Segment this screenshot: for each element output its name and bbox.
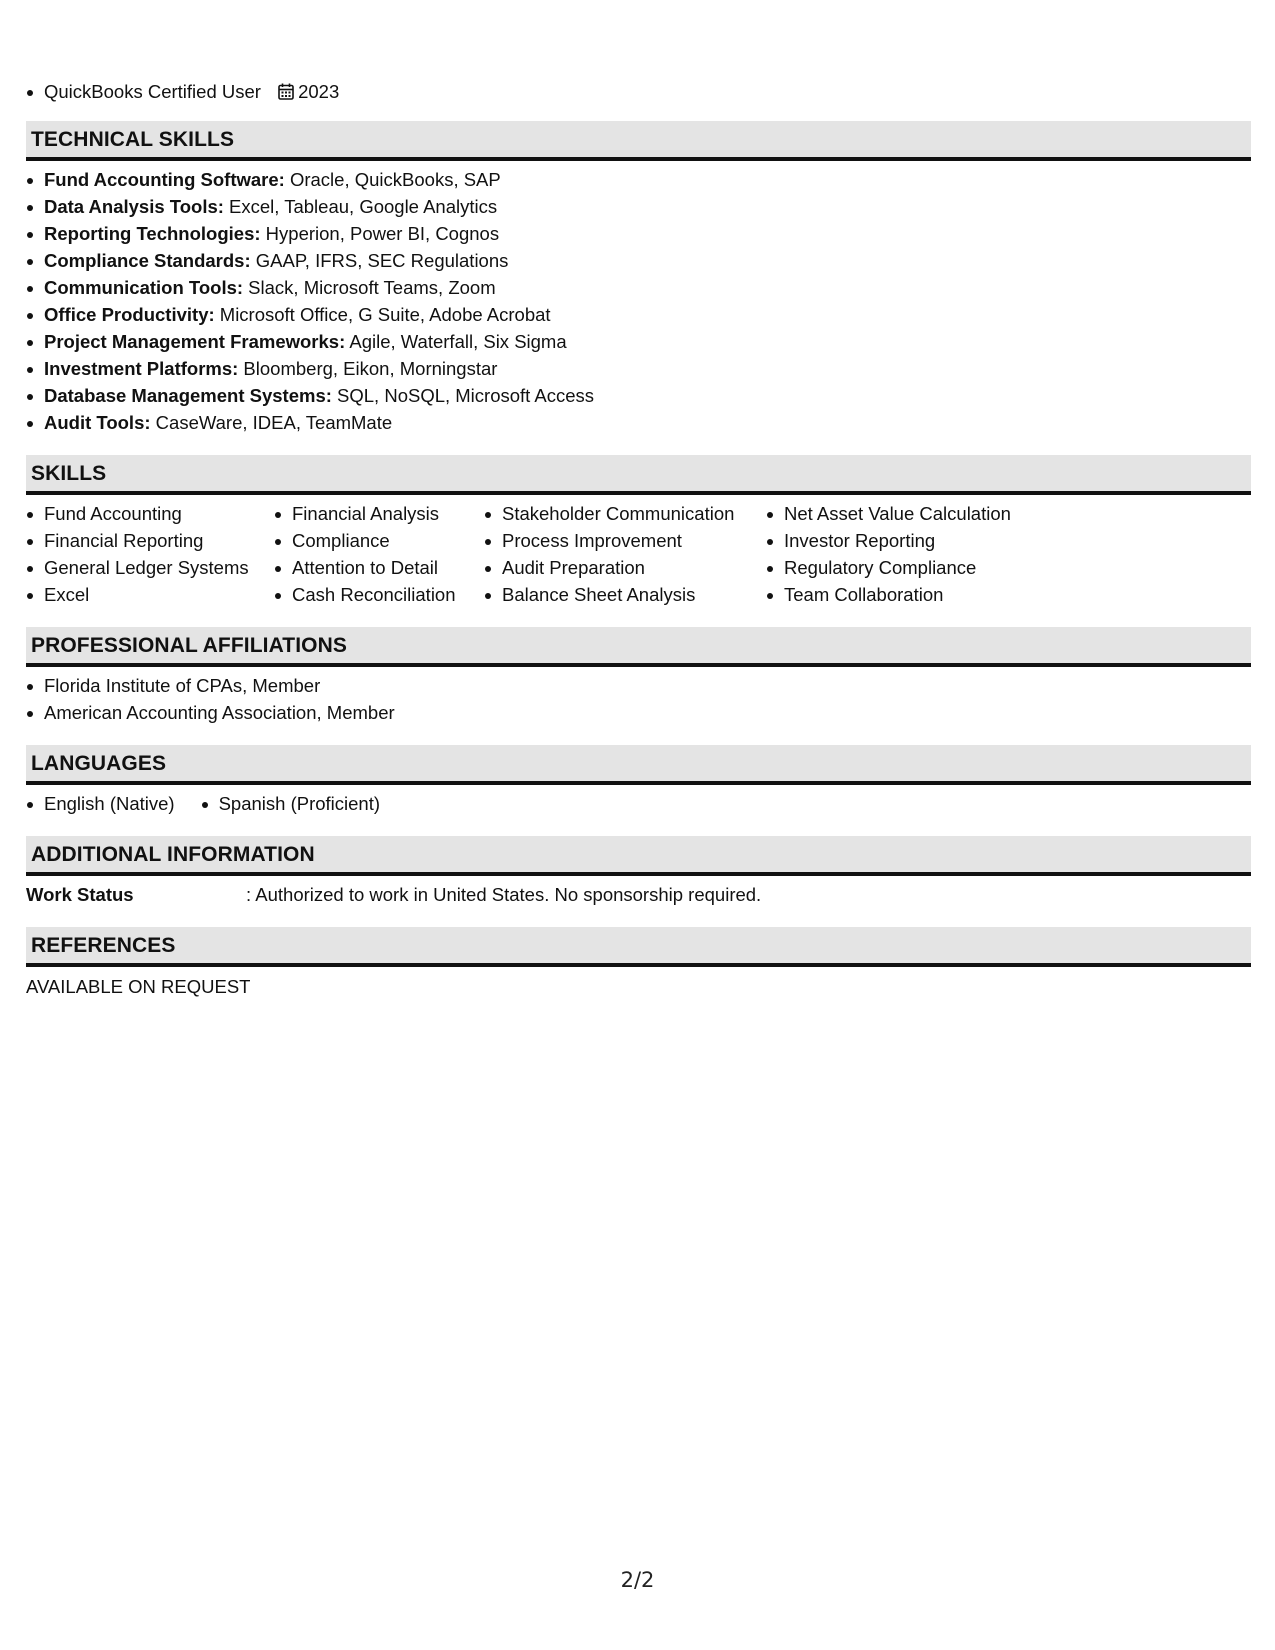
technical-skill-value: SQL, NoSQL, Microsoft Access bbox=[331, 385, 595, 406]
technical-skill-item bbox=[26, 220, 1251, 247]
skill-item: Net Asset Value Calculation bbox=[766, 500, 1066, 527]
calendar-icon bbox=[278, 83, 294, 100]
technical-skill-value: GAAP, IFRS, SEC Regulations bbox=[250, 250, 509, 271]
skills-column bbox=[26, 500, 274, 608]
skills-column bbox=[766, 500, 1066, 608]
skills-heading: SKILLS bbox=[26, 455, 1251, 495]
technical-skill-label: Communication Tools: bbox=[44, 277, 244, 298]
skill-item: Compliance bbox=[274, 527, 484, 554]
skills-column bbox=[274, 500, 484, 608]
technical-skill-value: Microsoft Office, G Suite, Adobe Acrobat bbox=[214, 304, 551, 325]
technical-skill-item bbox=[26, 355, 1251, 382]
technical-skill-item bbox=[26, 328, 1251, 355]
language-item: Spanish (Proficient) bbox=[201, 790, 380, 817]
affiliation-item: Florida Institute of CPAs, Member bbox=[26, 672, 1251, 699]
technical-skill-label: Data Analysis Tools: bbox=[44, 196, 224, 217]
work-status-value: : Authorized to work in United States. No sponsorship required. bbox=[246, 884, 762, 905]
technical-skills-heading: TECHNICAL SKILLS bbox=[26, 121, 1251, 161]
technical-skill-item bbox=[26, 409, 1251, 436]
skill-item: Regulatory Compliance bbox=[766, 554, 1066, 581]
technical-skill-item bbox=[26, 274, 1251, 301]
technical-skill-item bbox=[26, 382, 1251, 409]
certification-year: 2023 bbox=[298, 81, 340, 102]
languages-list bbox=[26, 790, 1251, 817]
page-number: 2/2 bbox=[620, 1568, 655, 1592]
language-item: English (Native) bbox=[26, 790, 175, 817]
skill-item: Fund Accounting bbox=[26, 500, 274, 527]
additional-info-heading: ADDITIONAL INFORMATION bbox=[26, 836, 1251, 876]
affiliations-list bbox=[26, 672, 1251, 726]
affiliations-heading: PROFESSIONAL AFFILIATIONS bbox=[26, 627, 1251, 667]
skill-item: Investor Reporting bbox=[766, 527, 1066, 554]
technical-skill-value: Oracle, QuickBooks, SAP bbox=[284, 169, 501, 190]
skill-item: Team Collaboration bbox=[766, 581, 1066, 608]
technical-skill-label: Investment Platforms: bbox=[44, 358, 239, 379]
technical-skill-value: Agile, Waterfall, Six Sigma bbox=[345, 331, 567, 352]
technical-skills-list bbox=[26, 166, 1251, 436]
resume-page bbox=[26, 0, 1251, 1000]
technical-skill-label: Audit Tools: bbox=[44, 412, 151, 433]
skill-item: Financial Analysis bbox=[274, 500, 484, 527]
technical-skill-value: Bloomberg, Eikon, Morningstar bbox=[238, 358, 498, 379]
certification-list bbox=[26, 78, 1251, 105]
technical-skill-label: Database Management Systems: bbox=[44, 385, 332, 406]
technical-skill-value: Hyperion, Power BI, Cognos bbox=[260, 223, 500, 244]
technical-skill-item bbox=[26, 166, 1251, 193]
skill-item: Audit Preparation bbox=[484, 554, 766, 581]
skills-grid bbox=[26, 500, 1251, 608]
technical-skill-label: Reporting Technologies: bbox=[44, 223, 261, 244]
references-text: AVAILABLE ON REQUEST bbox=[26, 976, 251, 997]
technical-skill-value: CaseWare, IDEA, TeamMate bbox=[150, 412, 393, 433]
references-heading: REFERENCES bbox=[26, 927, 1251, 967]
affiliation-item: American Accounting Association, Member bbox=[26, 699, 1251, 726]
technical-skill-label: Compliance Standards: bbox=[44, 250, 251, 271]
skills-column bbox=[484, 500, 766, 608]
work-status-label: Work Status bbox=[26, 884, 134, 905]
skill-item: Process Improvement bbox=[484, 527, 766, 554]
skill-item: Financial Reporting bbox=[26, 527, 274, 554]
skill-item: Excel bbox=[26, 581, 274, 608]
technical-skill-label: Fund Accounting Software: bbox=[44, 169, 285, 190]
languages-heading: LANGUAGES bbox=[26, 745, 1251, 785]
technical-skill-item bbox=[26, 301, 1251, 328]
technical-skill-value: Excel, Tableau, Google Analytics bbox=[223, 196, 498, 217]
work-status-row bbox=[26, 881, 1251, 908]
skill-item: Balance Sheet Analysis bbox=[484, 581, 766, 608]
certification-item bbox=[26, 78, 1251, 105]
skill-item: Stakeholder Communication bbox=[484, 500, 766, 527]
technical-skill-value: Slack, Microsoft Teams, Zoom bbox=[243, 277, 496, 298]
technical-skill-label: Office Productivity: bbox=[44, 304, 215, 325]
technical-skill-label: Project Management Frameworks: bbox=[44, 331, 346, 352]
skill-item: Attention to Detail bbox=[274, 554, 484, 581]
skill-item: Cash Reconciliation bbox=[274, 581, 484, 608]
technical-skill-item bbox=[26, 193, 1251, 220]
technical-skill-item bbox=[26, 247, 1251, 274]
skill-item: General Ledger Systems bbox=[26, 554, 274, 581]
certification-name: QuickBooks Certified User bbox=[44, 81, 261, 102]
